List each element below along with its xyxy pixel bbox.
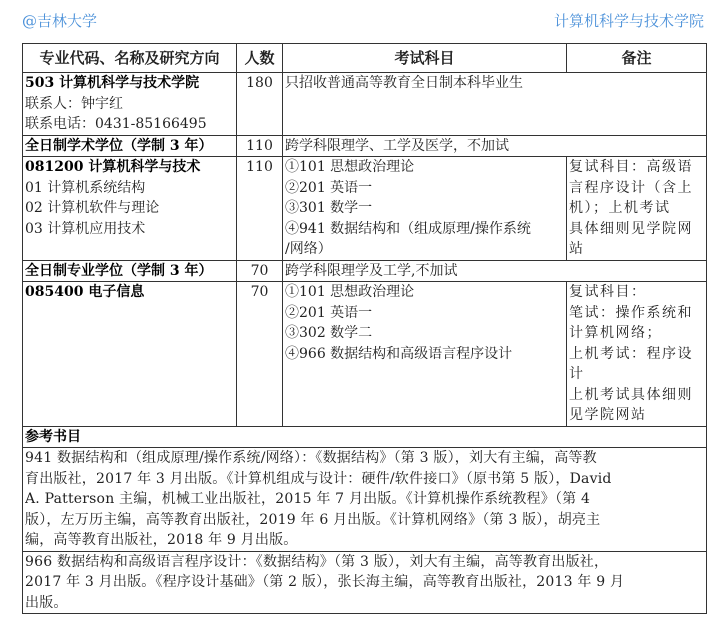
ref-line: 941 数据结构和（组成原理/操作系统/网络）：《数据结构》（第 3 版），刘大有主编，高等教 — [25, 450, 597, 466]
school-title: 503 计算机科学与技术学院 — [25, 75, 200, 91]
table-row — [23, 157, 707, 261]
major-title: 085400 电子信息 — [25, 284, 145, 300]
ref-line: A. Patterson 主编，机械工业出版社，2015 年 7 月出版。《计算机操作系统教程》（第 4 — [25, 491, 591, 507]
note-line: 言程序设计（含上 — [569, 179, 693, 196]
exam-subject: ②201 英语一 — [285, 304, 373, 321]
note-line: 上机考试：程序设 — [569, 345, 693, 362]
direction: 02 计算机软件与理论 — [25, 200, 160, 216]
school-name: 计算机科学与技术学院 — [553, 12, 704, 30]
major-title: 081200 计算机科学与技术 — [25, 159, 201, 175]
ref-line: 育出版社，2017 年 3 月出版。《计算机组成与设计：硬件/软件接口》（原书第 5 版），David — [25, 470, 612, 487]
col-major: 专业代码、名称及研究方向 — [23, 44, 237, 73]
col-notes: 备注 — [567, 44, 707, 73]
note-line: 机）；上机考试 — [569, 200, 671, 216]
professional-title: 全日制专业学位（学制 3 年） — [23, 260, 237, 282]
table-row — [23, 448, 707, 552]
refs-title: 参考书目 — [23, 426, 707, 448]
table-row — [23, 551, 707, 614]
exam-subject: ④966 数据结构和高级语言程序设计 — [285, 345, 513, 362]
table-header-row — [23, 44, 707, 73]
professional-count: 70 — [237, 260, 283, 282]
table-row — [23, 426, 707, 448]
note-line: 站 — [569, 241, 585, 257]
school-phone: 联系电话：0431-85166495 — [25, 116, 207, 132]
note-line: 笔试：操作系统和 — [569, 304, 693, 321]
col-exam: 考试科目 — [283, 44, 567, 73]
academic-count: 110 — [237, 135, 283, 157]
direction: 03 计算机应用技术 — [25, 220, 146, 237]
table-row — [23, 135, 707, 157]
table-row — [23, 260, 707, 282]
table-row — [23, 73, 707, 136]
note-line: 复试科目： — [569, 284, 647, 300]
academic-title: 全日制学术学位（学制 3 年） — [23, 135, 237, 157]
admission-table — [22, 43, 707, 614]
note-line: 具体细则见学院网 — [569, 220, 693, 237]
exam-subject: ③302 数学二 — [285, 325, 373, 341]
table-row — [23, 282, 707, 427]
exam-subject: ②201 英语一 — [285, 179, 373, 196]
university-name: @吉林大学 — [22, 12, 98, 30]
note-line: 计算机网络； — [569, 325, 662, 341]
direction: 01 计算机系统结构 — [25, 179, 146, 196]
note-line: 复试科目：高级语 — [569, 159, 693, 175]
school-count: 180 — [237, 73, 283, 136]
col-count: 人数 — [237, 44, 283, 73]
ref-line: 编，高等教育出版社，2018 年 9 月出版。 — [25, 532, 298, 548]
ref-line: 2017 年 3 月出版。《程序设计基础》（第 2 版），张长海主编，高等教育出版社，2013 年 9 月 — [25, 574, 625, 590]
ref-line: 966 数据结构和高级语言程序设计：《数据结构》（第 3 版），刘大有主编，高等教育出版社， — [25, 553, 609, 570]
major-count: 110 — [237, 157, 283, 261]
exam-subject: ①101 思想政治理论 — [285, 159, 415, 175]
professional-exam: 跨学科限理学及工学,不加试 — [283, 260, 707, 282]
ref-line: 出版。 — [25, 594, 68, 611]
school-contact: 联系人：钟宇红 — [25, 95, 123, 112]
exam-subject: ①101 思想政治理论 — [285, 284, 415, 300]
major-count: 70 — [237, 282, 283, 427]
exam-subject: /网络） — [285, 241, 332, 257]
exam-subject: ③301 数学一 — [285, 200, 373, 216]
school-exam: 只招收普通高等教育全日制本科毕业生 — [283, 73, 707, 136]
note-line: 计 — [569, 366, 585, 382]
note-line: 见学院网站 — [569, 407, 647, 423]
exam-subject: ④941 数据结构和（组成原理/操作系统 — [285, 220, 531, 237]
ref-line: 版），左万历主编，高等教育出版社，2019 年 6 月出版。《计算机网络》（第 3 版），胡亮主 — [25, 511, 601, 528]
note-line: 上机考试具体细则 — [569, 386, 693, 403]
academic-exam: 跨学科限理学、工学及医学，不加试 — [283, 135, 707, 157]
